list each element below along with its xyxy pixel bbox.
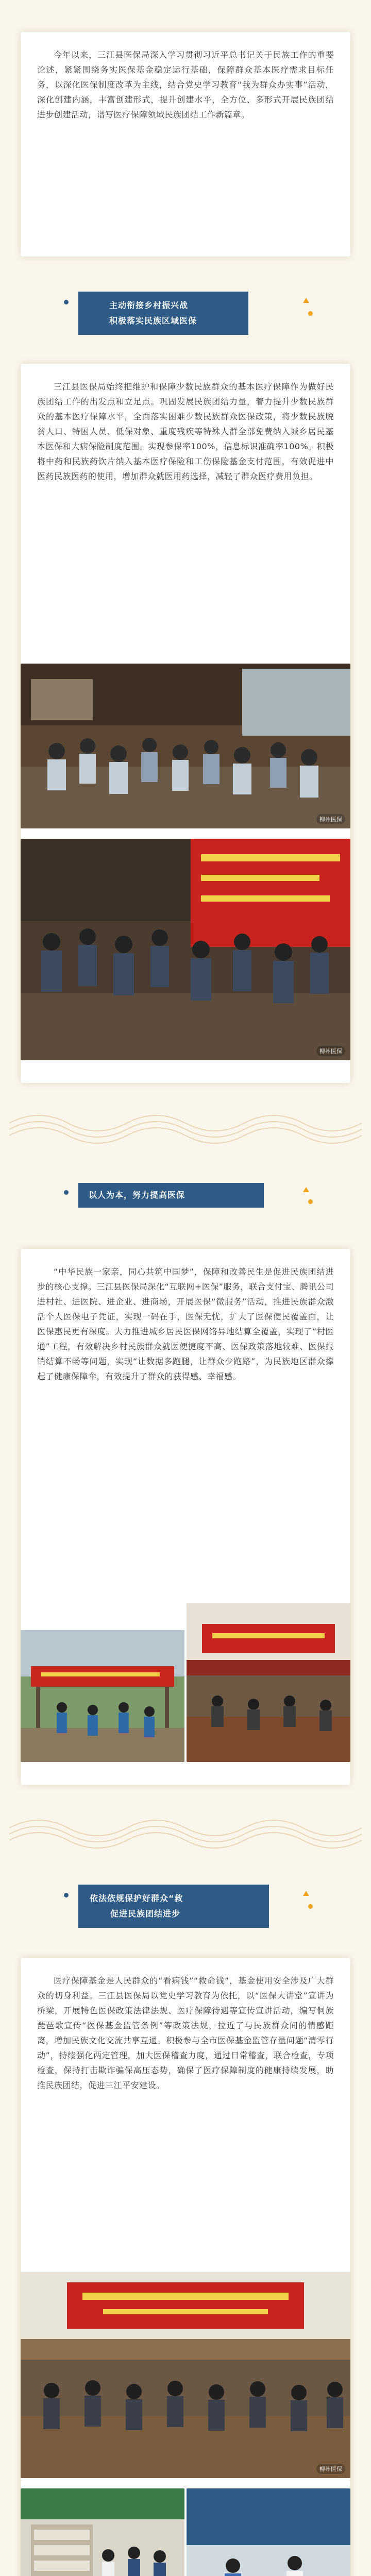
- pharmacy-inspection-photo: [21, 2488, 184, 2576]
- blue-dot-icon: [64, 1893, 69, 1897]
- section2-banner-line1: 以人为本，努力提高医保: [89, 1190, 185, 1200]
- section1-banner-line2: 积极落实民族区域医保: [109, 316, 197, 326]
- wave-decoration: [9, 1103, 362, 1149]
- section2-banner-area: [0, 1180, 371, 1221]
- village-meeting-photo: [21, 664, 350, 828]
- orange-dot-icon: [308, 311, 313, 316]
- orange-arrow-icon: [303, 1891, 309, 1896]
- intro-card: [21, 32, 350, 257]
- section1-banner-area: [0, 289, 371, 340]
- outreach-tent-photo: [21, 1630, 184, 1762]
- section1-banner-line1: 主动衔接乡村振兴战: [109, 300, 189, 310]
- section3-paragraph: 医疗保障基金是人民群众的“看病钱”“救命钱”，基金使用安全涉及广大群众的切身利益。三江县医保局以党史学习教育为依托，以“医保大讲堂”宣讲为桥梁，开展特色医保政策法律法规、医疗保障待遇等宣传宣讲活动，编写侗族琵琶歌宣传“医保基金监管条例”等政策法规，拉近了与民族群众间的情感距离，增加民族文化交流共享互通。积极参与全市医保基金监管存量问题“清零行动”，持续强化两定管理，加大医保稽查力度，通过日常稽查，联合检查，专项检查，保持打击欺诈骗保高压态势，确保了医疗保障制度的健康持续发展，助推民族团结，促进三江平安建设。: [37, 1976, 334, 2090]
- section3-banner-area: [0, 1882, 371, 1933]
- orange-arrow-icon: [303, 1187, 309, 1192]
- blue-dot-icon: [64, 300, 69, 304]
- section3-banner-line2: 促进民族团结进步: [110, 1909, 181, 1919]
- section2-card: [21, 1249, 350, 1785]
- section3-card: [21, 1958, 350, 2576]
- section2-banner: [78, 1183, 264, 1208]
- blue-dot-icon: [64, 1190, 69, 1195]
- photo-watermark: 柳州医保: [316, 2464, 345, 2474]
- section3-banner-line1: 依法依规保护好群众“救: [90, 1893, 183, 1903]
- section1-card: [21, 364, 350, 1083]
- section1-paragraph: 三江县医保局始终把维护和保障少数民族群众的基本医疗保障作为做好民族团结工作的出发点和立足点。巩固发展民族团结力量，着力提升少数民族群众的基本医疗保障水平，全面落实困难少数民族群众医保政策，将少数民族脱贫人口、特困人员、低保对象、重度残疾等特殊人群全部免费纳入城乡居民基本医保和大病保险制度范围。实现参保率100%，信息标识准确率100%。积极将中药和民族药饮片纳入基本医疗保险和工伤保险基金支付范围，有效促进中医药民族医药的使用，增加群众就医用药选择，减轻了群众医疗费用负担。: [37, 382, 334, 481]
- section2-paragraph: “中华民族一家亲，同心共筑中国梦”，保障和改善民生是促进民族团结进步的核心支撑。三江县医保局深化“互联网+医保”服务，联合支付宝、腾讯公司进村社、进医院、进企业、进商场，开展医保“微服务”活动，推进民族群众激活个人医保电子凭证，实现一码在手，医保无忧，扩大了医保便民覆盖面，让医保惠民更有深度。大力推进城乡居民医保网络异地结算全覆盖，实现了“村医通”工程，有效解决乡村民族群众就医便捷度不高、医保政策落地较难、医保报销结算不畅等问题，实现“让数据多跑腿，让群众少跑路”，为民族地区群众撑起了健康保障伞，有效提升了群众的获得感、幸福感。: [37, 1267, 334, 1381]
- meeting-hall-photo: [187, 1603, 350, 1762]
- pharmacy-counter-photo: [187, 2488, 350, 2576]
- lecture-hall-photo: [21, 2272, 350, 2478]
- photo-watermark: 柳州医保: [316, 1046, 345, 1056]
- section3-banner: [78, 1885, 269, 1928]
- orange-arrow-icon: [303, 298, 309, 303]
- orange-dot-icon: [308, 1199, 313, 1204]
- section1-banner: [78, 292, 248, 335]
- wave-decoration: [9, 1807, 362, 1854]
- photo-watermark: 柳州医保: [316, 814, 345, 824]
- orange-dot-icon: [308, 1904, 313, 1909]
- intro-paragraph: 今年以来，三江县医保局深入学习贯彻习近平总书记关于民族工作的重要论述，紧紧围绕务实医保基金稳定运行基础，保障群众基本医疗需求目标任务，以深化医保制度改革为主线，结合党史学习教育“我为群众办实事”活动，深化创建内涵，丰富创建形式，提升创建水平，全方位、多形式开展民族团结进步创建活动，谱写医疗保障领域民族团结工作新篇章。: [37, 50, 334, 120]
- banner-event-photo: [21, 839, 350, 1060]
